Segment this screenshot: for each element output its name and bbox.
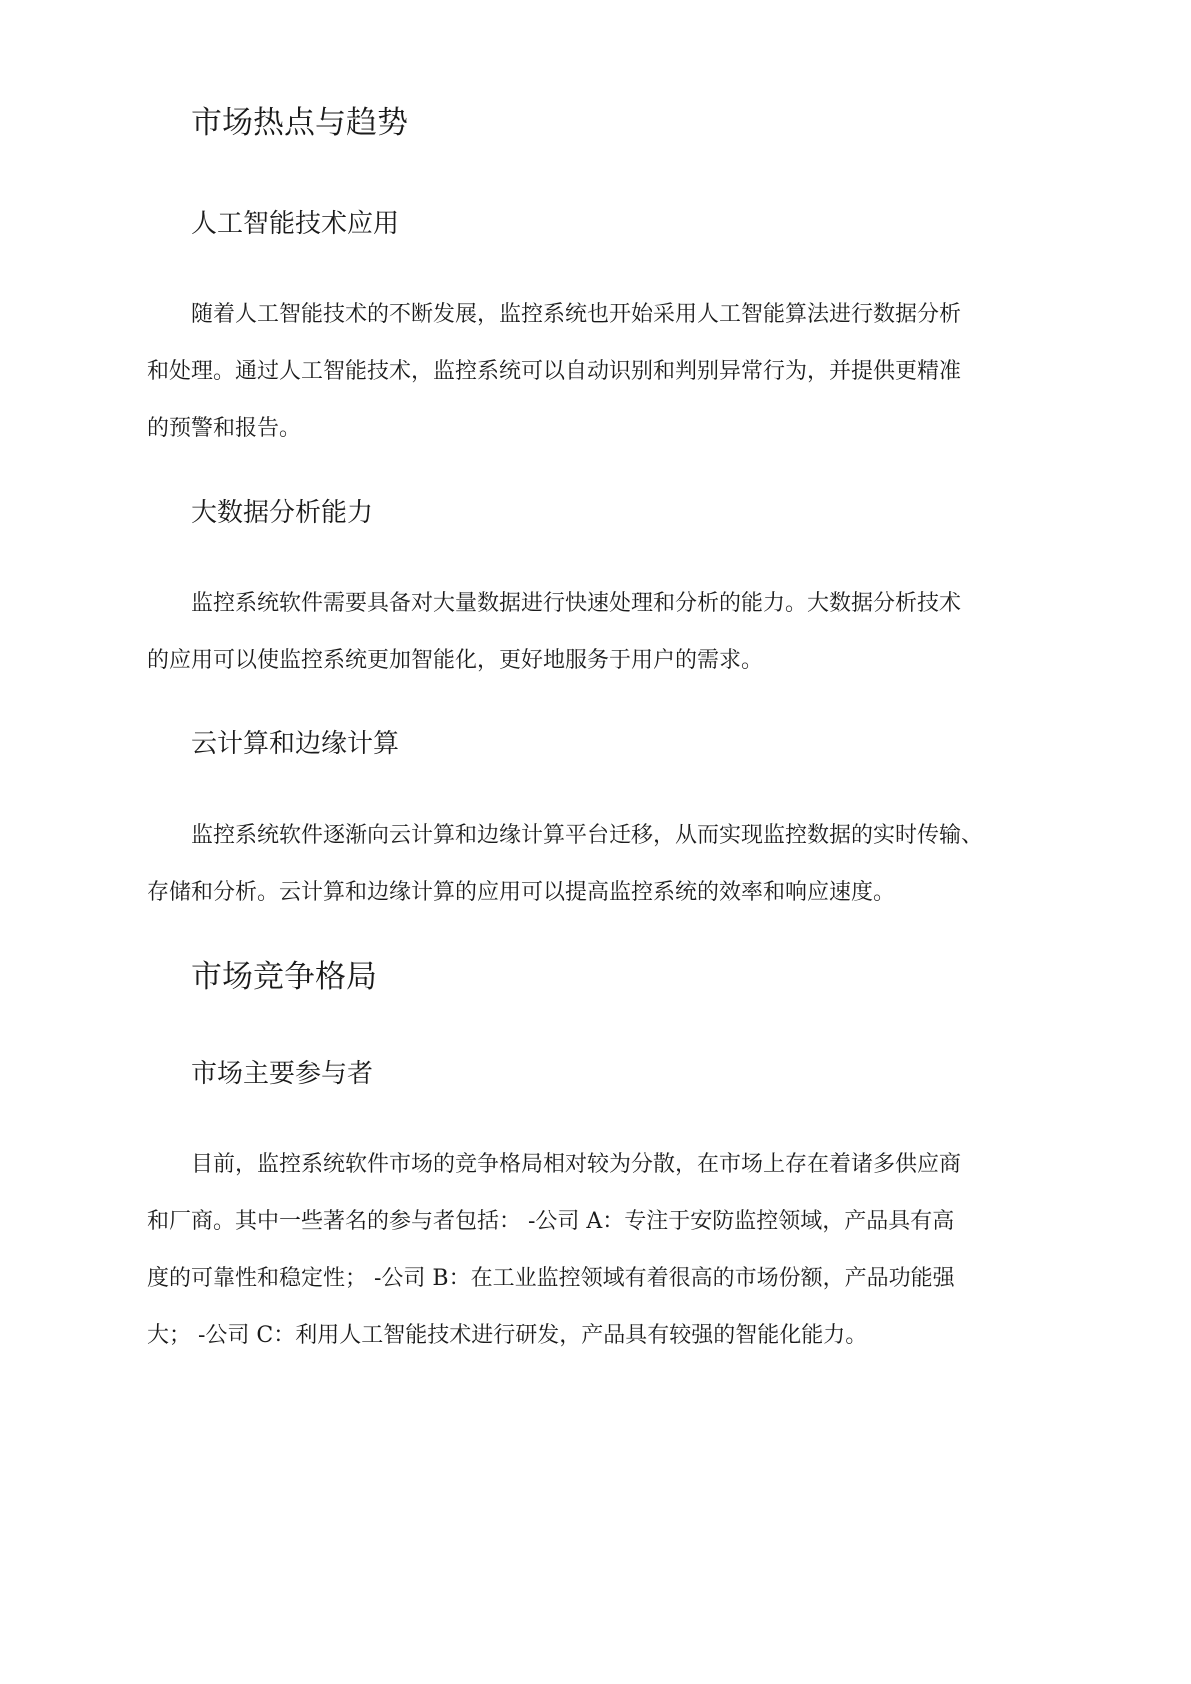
paragraph-line: 监控系统软件需要具备对大量数据进行快速处理和分析的能力。大数据分析技术 [191,591,962,616]
paragraph-line: 度的可靠性和稳定性； -公司 B：在工业监控领域有着很高的市场份额，产品功能强 [147,1266,955,1291]
paragraph-line: 和厂商。其中一些著名的参与者包括： -公司 A：专注于安防监控领域，产品具有高 [147,1209,955,1234]
section-heading: 市场竞争格局 [191,959,377,995]
subsection-heading: 人工智能技术应用 [191,209,400,239]
paragraph-line: 的预警和报告。 [147,416,302,441]
paragraph-line: 目前，监控系统软件市场的竞争格局相对较为分散，在市场上存在着诸多供应商 [191,1152,962,1177]
subsection-heading: 市场主要参与者 [191,1059,374,1089]
paragraph-line: 监控系统软件逐渐向云计算和边缘计算平台迁移，从而实现监控数据的实时传输、 [191,823,984,848]
paragraph-line: 大； -公司 C：利用人工智能技术进行研发，产品具有较强的智能化能力。 [147,1323,868,1348]
paragraph-line: 和处理。通过人工智能技术，监控系统可以自动识别和判别异常行为，并提供更精准 [147,359,962,384]
subsection-heading: 大数据分析能力 [191,498,374,528]
paragraph-line: 的应用可以使监控系统更加智能化，更好地服务于用户的需求。 [147,648,764,673]
paragraph-line: 存储和分析。云计算和边缘计算的应用可以提高监控系统的效率和响应速度。 [147,880,896,905]
section-heading: 市场热点与趋势 [191,105,408,141]
subsection-heading: 云计算和边缘计算 [191,729,400,759]
paragraph-line: 随着人工智能技术的不断发展，监控系统也开始采用人工智能算法进行数据分析 [191,302,962,327]
